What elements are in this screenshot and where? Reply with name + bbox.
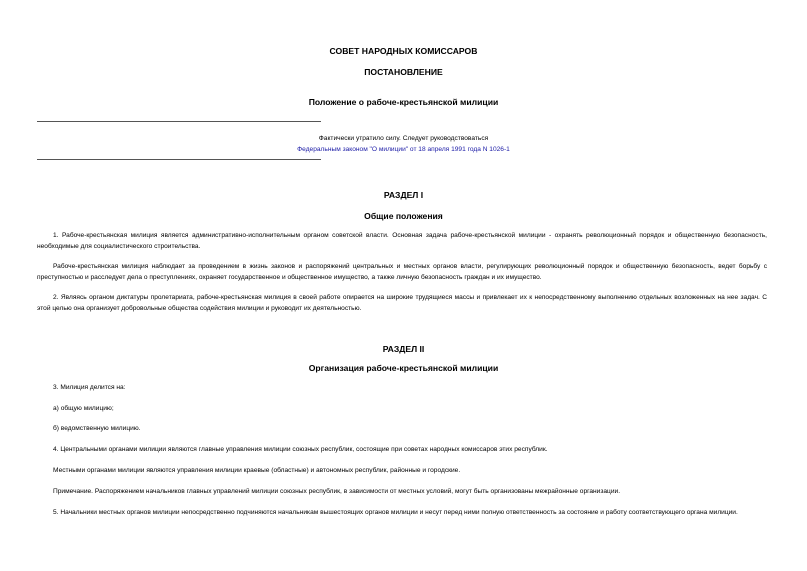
doc-type-heading: ПОСТАНОВЛЕНИЕ	[364, 67, 443, 77]
document-title: Положение о рабоче-крестьянской милиции	[308, 97, 499, 107]
list-item-b: б) ведомственную милицию.	[53, 425, 141, 432]
paragraph-2: 2. Являясь органом диктатуры пролетариата, рабоче-крестьянская милиция в своей работе опирается на широкие трудящиеся массы и привлекает их к непосредственному выполнению отдельных возложенных на нее задач. С этой целью она организует добровольные общества содействия милиции и руководит их деятельностью.	[37, 294, 767, 312]
paragraph-3: 3. Милиция делится на:	[53, 384, 126, 391]
paragraph-1-cont: Рабоче-крестьянская милиция наблюдает за проведением в жизнь законов и распоряжений центральных и местных органов власти, регулирующих революционный порядок и общественную безопасность, ведет борьбу с преступностью и расследует дела о преступлениях, охраняет государственное и общественное имущество, а также личную безопасность граждан и их имущество.	[37, 263, 767, 281]
bottom-divider	[37, 159, 321, 160]
authority-heading: СОВЕТ НАРОДНЫХ КОМИССАРОВ	[329, 46, 478, 56]
section1-heading: РАЗДЕЛ I	[383, 190, 424, 200]
paragraph-4-cont: Местными органами милиции являются управления милиции краевые (областные) и автономных республик, районные и городские.	[53, 467, 461, 474]
note-paragraph: Примечание. Распоряжением начальников главных управлений милиции союзных республик, в зависимости от местных условий, могут быть организованы межрайонные организации.	[53, 488, 621, 495]
section2-heading: РАЗДЕЛ II	[382, 344, 425, 354]
federal-law-link[interactable]: Федеральным законом "О милиции" от 18 апреля 1991 года N 1026-1	[297, 146, 510, 153]
status-note-link-line	[0, 146, 807, 153]
paragraph-5: 5. Начальники местных органов милиции непосредственно подчиняются начальникам вышестоящих органов милиции и несут перед ними полную ответственность за состояние и работу соответствующего органа милиции.	[53, 509, 738, 516]
section2-subheading: Организация рабоче-крестьянской милиции	[308, 363, 499, 373]
top-divider	[37, 121, 321, 122]
status-note-text: Фактически утратило силу. Следует руководствоваться	[318, 135, 489, 142]
list-item-a: а) общую милицию;	[53, 405, 114, 412]
paragraph-4: 4. Центральными органами милиции являются главные управления милиции союзных республик, состоящие при советах народных комиссаров этих республик.	[53, 446, 548, 453]
section1-subheading: Общие положения	[364, 211, 443, 221]
paragraph-1: 1. Рабоче-крестьянская милиция является административно-исполнительным органом советской власти. Основная задача рабоче-крестьянской милиции - охранять революционный порядок и общественную безопасность, необходимые для социалистического строительства.	[37, 232, 767, 250]
